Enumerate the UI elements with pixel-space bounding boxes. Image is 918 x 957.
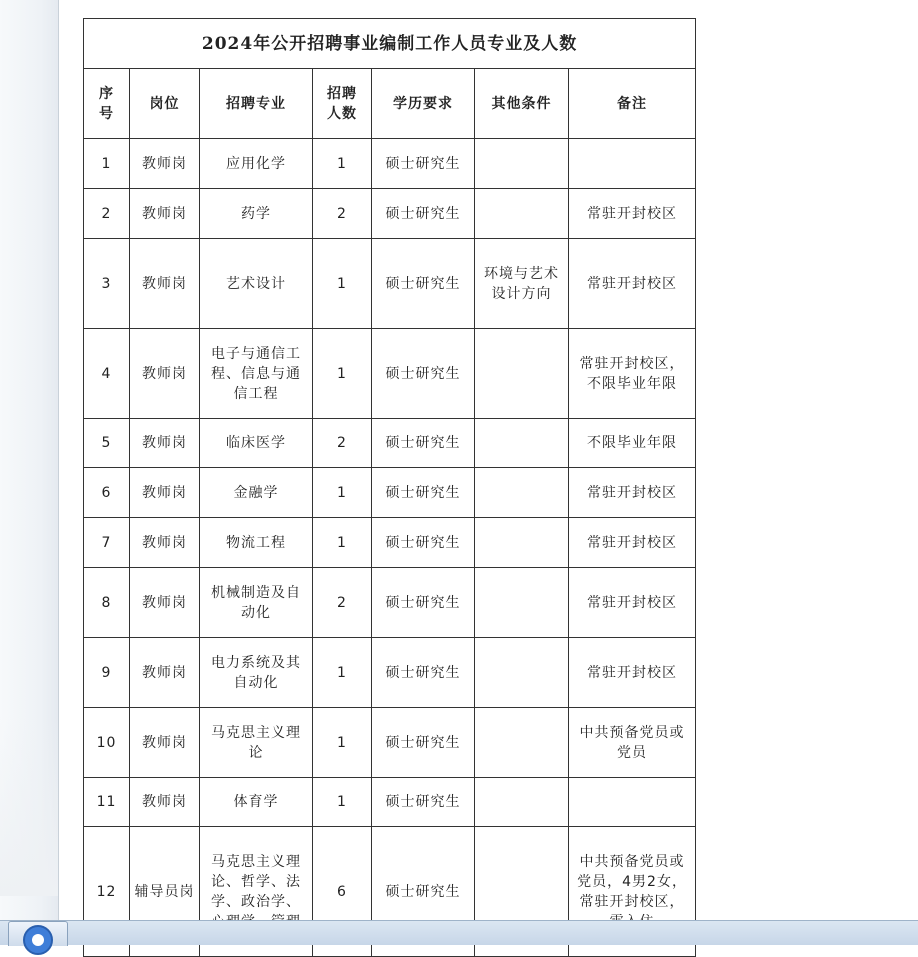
cell-count: 1 xyxy=(313,329,372,419)
cell-note: 常驻开封校区 xyxy=(569,518,696,568)
cell-post: 教师岗 xyxy=(130,468,200,518)
window-left-margin xyxy=(0,0,59,920)
cell-count: 1 xyxy=(313,778,372,827)
cell-post: 教师岗 xyxy=(130,139,200,189)
cell-note: 常驻开封校区，不限毕业年限 xyxy=(569,329,696,419)
table-row xyxy=(84,518,696,568)
cell-count: 1 xyxy=(313,239,372,329)
cell-education: 硕士研究生 xyxy=(372,827,475,957)
cell-other xyxy=(475,189,569,239)
cell-major: 马克思主义理论 xyxy=(200,708,313,778)
cell-count: 1 xyxy=(313,708,372,778)
cell-other xyxy=(475,638,569,708)
cell-no: 10 xyxy=(84,708,130,778)
cell-no: 7 xyxy=(84,518,130,568)
cell-education: 硕士研究生 xyxy=(372,638,475,708)
cell-post: 辅导员岗 xyxy=(130,827,200,957)
cell-post: 教师岗 xyxy=(130,638,200,708)
cell-post: 教师岗 xyxy=(130,518,200,568)
table-row xyxy=(84,468,696,518)
cell-count: 1 xyxy=(313,518,372,568)
table-row xyxy=(84,638,696,708)
cell-education: 硕士研究生 xyxy=(372,329,475,419)
cell-major: 临床医学 xyxy=(200,419,313,468)
cell-post: 教师岗 xyxy=(130,419,200,468)
cell-major: 电力系统及其自动化 xyxy=(200,638,313,708)
cell-other xyxy=(475,778,569,827)
document-page xyxy=(59,0,918,920)
table-row xyxy=(84,329,696,419)
table-title: 2024年公开招聘事业编制工作人员专业及人数 xyxy=(84,19,696,69)
taskbar-app-button[interactable] xyxy=(8,921,68,946)
cell-no: 4 xyxy=(84,329,130,419)
cell-count: 2 xyxy=(313,419,372,468)
cell-no: 3 xyxy=(84,239,130,329)
table-header-row xyxy=(84,69,696,139)
cell-no: 1 xyxy=(84,139,130,189)
cell-post: 教师岗 xyxy=(130,568,200,638)
margin-shadow xyxy=(0,716,58,896)
header-note: 备注 xyxy=(569,69,696,139)
cell-no: 5 xyxy=(84,419,130,468)
table-row xyxy=(84,419,696,468)
cell-education: 硕士研究生 xyxy=(372,778,475,827)
cell-major: 机械制造及自动化 xyxy=(200,568,313,638)
cell-other xyxy=(475,329,569,419)
header-no: 序号 xyxy=(84,69,130,139)
cell-education: 硕士研究生 xyxy=(372,708,475,778)
cell-major: 电子与通信工程、信息与通信工程 xyxy=(200,329,313,419)
cell-note: 常驻开封校区 xyxy=(569,189,696,239)
cell-major: 体育学 xyxy=(200,778,313,827)
cell-other: 环境与艺术设计方向 xyxy=(475,239,569,329)
cell-no: 11 xyxy=(84,778,130,827)
cell-note: 中共预备党员或党员 xyxy=(569,708,696,778)
cell-no: 8 xyxy=(84,568,130,638)
cell-major: 应用化学 xyxy=(200,139,313,189)
cell-education: 硕士研究生 xyxy=(372,468,475,518)
cell-post: 教师岗 xyxy=(130,239,200,329)
cell-note: 常驻开封校区 xyxy=(569,239,696,329)
cell-major: 物流工程 xyxy=(200,518,313,568)
header-other: 其他条件 xyxy=(475,69,569,139)
cell-major: 艺术设计 xyxy=(200,239,313,329)
browser-icon xyxy=(23,925,53,955)
cell-no: 6 xyxy=(84,468,130,518)
header-education: 学历要求 xyxy=(372,69,475,139)
cell-note: 常驻开封校区 xyxy=(569,638,696,708)
cell-post: 教师岗 xyxy=(130,329,200,419)
table-row xyxy=(84,708,696,778)
table-row xyxy=(84,568,696,638)
cell-note: 常驻开封校区 xyxy=(569,568,696,638)
cell-other xyxy=(475,139,569,189)
cell-count: 2 xyxy=(313,189,372,239)
table-row xyxy=(84,239,696,329)
header-post: 岗位 xyxy=(130,69,200,139)
cell-other xyxy=(475,568,569,638)
cell-education: 硕士研究生 xyxy=(372,419,475,468)
cell-other xyxy=(475,468,569,518)
cell-no: 12 xyxy=(84,827,130,957)
cell-note xyxy=(569,778,696,827)
cell-education: 硕士研究生 xyxy=(372,518,475,568)
cell-note: 常驻开封校区 xyxy=(569,468,696,518)
cell-education: 硕士研究生 xyxy=(372,568,475,638)
cell-post: 教师岗 xyxy=(130,708,200,778)
cell-other xyxy=(475,708,569,778)
header-major: 招聘专业 xyxy=(200,69,313,139)
cell-education: 硕士研究生 xyxy=(372,139,475,189)
cell-count: 1 xyxy=(313,638,372,708)
cell-education: 硕士研究生 xyxy=(372,189,475,239)
cell-count: 1 xyxy=(313,139,372,189)
cell-major: 药学 xyxy=(200,189,313,239)
table-row xyxy=(84,189,696,239)
cell-count: 2 xyxy=(313,568,372,638)
cell-other xyxy=(475,419,569,468)
cell-major: 马克思主义理论、哲学、法学、政治学、 xyxy=(200,827,313,957)
cell-post: 教师岗 xyxy=(130,189,200,239)
header-count: 招聘人数 xyxy=(313,69,372,139)
cell-count: 1 xyxy=(313,468,372,518)
cell-education: 硕士研究生 xyxy=(372,239,475,329)
table-row xyxy=(84,139,696,189)
cell-no: 9 xyxy=(84,638,130,708)
cell-other xyxy=(475,518,569,568)
cell-major: 金融学 xyxy=(200,468,313,518)
cell-note: 不限毕业年限 xyxy=(569,419,696,468)
cell-no: 2 xyxy=(84,189,130,239)
table-row xyxy=(84,778,696,827)
cell-note: 中共预备党员或党员，4男2女，常驻开封校区， xyxy=(569,827,696,957)
taskbar xyxy=(0,920,918,945)
recruitment-table xyxy=(83,18,696,957)
cell-post: 教师岗 xyxy=(130,778,200,827)
cell-note xyxy=(569,139,696,189)
cell-count: 6 xyxy=(313,827,372,957)
